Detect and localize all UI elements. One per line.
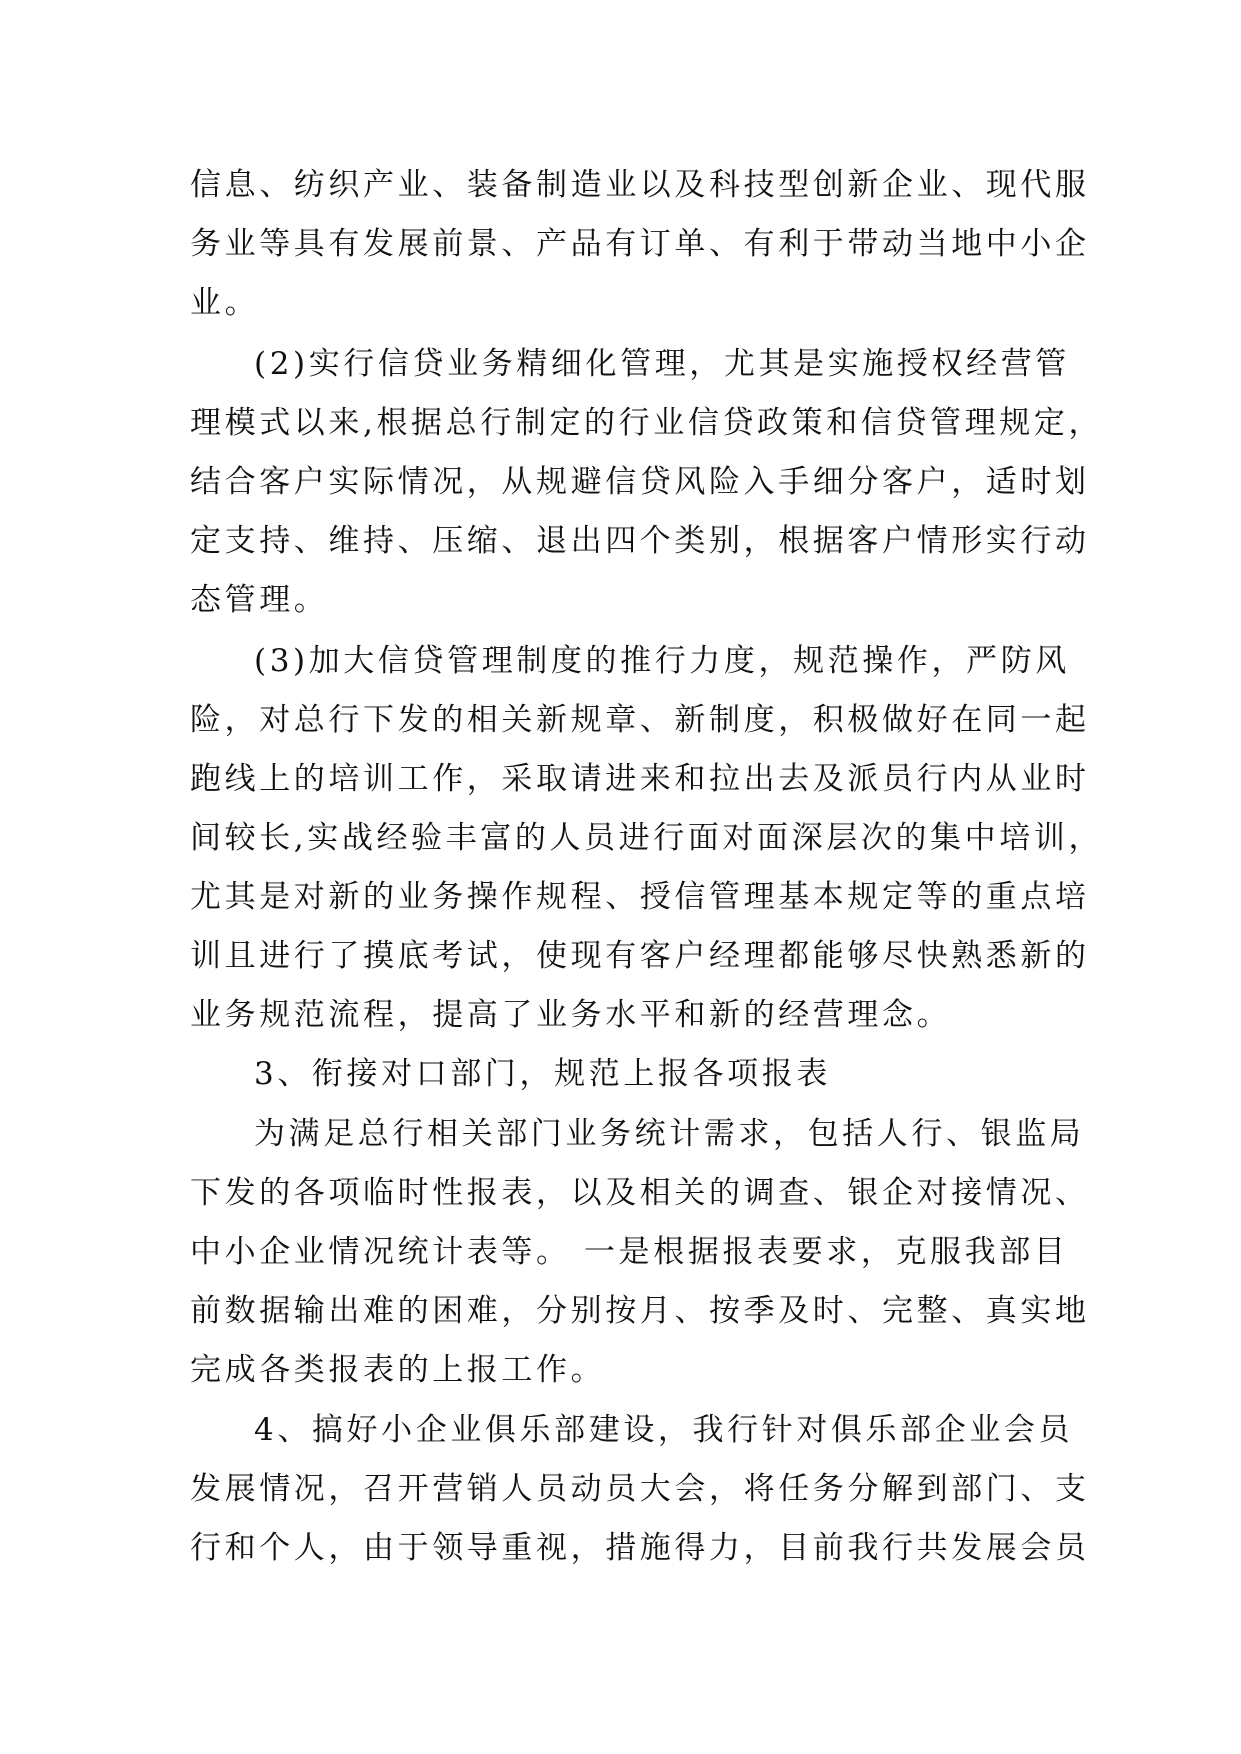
text-line-22: 4、搞好小企业俱乐部建设，我行针对俱乐部企业会员 <box>254 1412 1074 1448</box>
text-line-7: 定支持、维持、压缩、退出四个类别，根据客户情形实行动 <box>190 523 1090 559</box>
text-line-17: 为满足总行相关部门业务统计需求，包括人行、银监局 <box>254 1116 1085 1152</box>
text-line-14: 训且进行了摸底考试，使现有客户经理都能够尽快熟悉新的 <box>190 938 1090 974</box>
text-line-15: 业务规范流程，提高了业务水平和新的经营理念。 <box>190 997 952 1033</box>
text-line-2: 务业等具有发展前景、产品有订单、有利于带动当地中小企 <box>190 226 1090 262</box>
text-line-19: 中小企业情况统计表等。 一是根据报表要求，克服我部目 <box>190 1234 1069 1270</box>
text-line-3: 业。 <box>190 285 260 321</box>
text-line-18: 下发的各项临时性报表，以及相关的调查、银企对接情况、 <box>190 1175 1090 1211</box>
text-line-8: 态管理。 <box>190 582 329 618</box>
text-line-12: 间较长,实战经验丰富的人员进行面对面深层次的集中培训， <box>190 820 1104 856</box>
text-line-20: 前数据输出难的困难，分别按月、按季及时、完整、真实地 <box>190 1293 1090 1329</box>
text-line-5: 理模式以来,根据总行制定的行业信贷政策和信贷管理规定， <box>190 405 1104 441</box>
text-line-10: 险，对总行下发的相关新规章、新制度，积极做好在同一起 <box>190 702 1090 738</box>
text-line-4: (2)实行信贷业务精细化管理，尤其是实施授权经营管 <box>254 346 1070 382</box>
text-line-23: 发展情况，召开营销人员动员大会，将任务分解到部门、支 <box>190 1471 1090 1507</box>
text-line-21: 完成各类报表的上报工作。 <box>190 1352 606 1388</box>
text-line-1: 信息、纺织产业、装备制造业以及科技型创新企业、现代服 <box>190 167 1090 203</box>
text-line-6: 结合客户实际情况，从规避信贷风险入手细分客户，适时划 <box>190 464 1090 500</box>
text-line-9: (3)加大信贷管理制度的推行力度，规范操作，严防风 <box>254 643 1070 679</box>
text-line-11: 跑线上的培训工作，采取请进来和拉出去及派员行内从业时 <box>190 761 1090 797</box>
section-heading-3: 3、衔接对口部门，规范上报各项报表 <box>254 1056 831 1092</box>
text-line-13: 尤其是对新的业务操作规程、授信管理基本规定等的重点培 <box>190 879 1090 915</box>
text-line-24: 行和个人，由于领导重视，措施得力，目前我行共发展会员 <box>190 1530 1090 1566</box>
